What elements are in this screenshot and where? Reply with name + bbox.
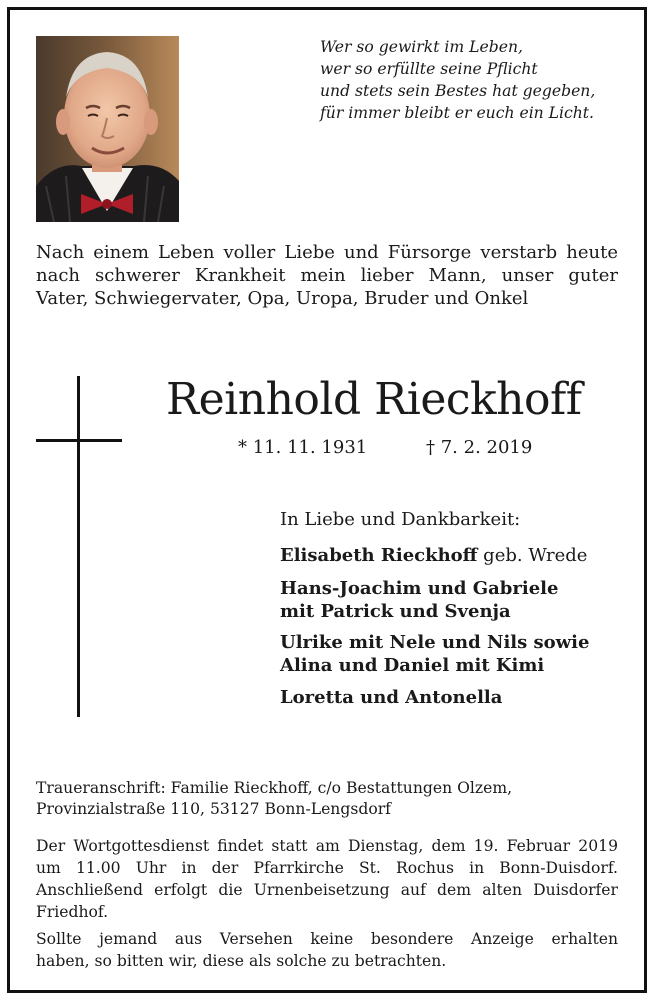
portrait-illustration — [36, 36, 179, 222]
intro-line: Nach einem Leben voller Liebe und Fürsorge verstarb heute — [36, 242, 618, 263]
death-date: † 7. 2. 2019 — [426, 437, 533, 458]
mourners-heading: In Liebe und Dankbarkeit: — [280, 509, 521, 530]
closing-note — [36, 928, 618, 972]
service-line: um 11.00 Uhr in der Pfarrkirche St. Rochus in Bonn-Duisdorf. — [36, 859, 618, 877]
service-info — [36, 835, 618, 923]
mourner-line: Loretta und Antonella — [280, 687, 503, 708]
address-line: Provinzialstraße 110, 53127 Bonn-Lengsdorf — [36, 800, 391, 818]
mourner-line: Alina und Daniel mit Kimi — [280, 655, 545, 676]
poem-line: wer so erfüllte seine Pflicht — [320, 60, 538, 78]
mourner-family — [280, 577, 558, 601]
mourner-family — [280, 686, 502, 710]
mourner-line: Hans-Joachim und Gabriele — [280, 578, 559, 599]
cross-icon-bar — [36, 439, 122, 442]
intro-line: nach schwerer Krankheit mein lieber Mann, unser guter — [36, 265, 618, 286]
mourner-line: mit Patrick und Svenja — [280, 601, 511, 622]
service-line: Friedhof. — [36, 903, 109, 921]
intro-text — [36, 241, 618, 310]
poem-line: und stets sein Bestes hat gegeben, — [320, 82, 596, 100]
address-line: Traueranschrift: Familie Rieckhoff, c/o Bestattungen Olzem, — [36, 779, 513, 797]
mourner-line: Ulrike mit Nele und Nils sowie — [280, 632, 590, 653]
mourner-wife-maiden: geb. Wrede — [477, 545, 588, 566]
mourner-wife-name: Elisabeth Rieckhoff — [280, 545, 478, 566]
intro-line: Vater, Schwiegervater, Opa, Uropa, Bruder und Onkel — [36, 288, 529, 309]
mourner-family — [280, 631, 589, 655]
poem-line: für immer bleibt er euch ein Licht. — [320, 104, 595, 122]
deceased-name: Reinhold Rieckhoff — [166, 374, 582, 425]
mourner-wife — [280, 544, 587, 568]
note-line: Sollte jemand aus Versehen keine besondere Anzeige erhalten — [36, 930, 618, 948]
poem-line: Wer so gewirkt im Leben, — [320, 38, 523, 56]
birth-date: * 11. 11. 1931 — [238, 437, 368, 458]
service-line: Anschließend erfolgt die Urnenbeisetzung auf dem alten Duisdorfer — [36, 881, 618, 899]
memorial-poem — [320, 36, 640, 124]
cross-icon — [77, 376, 80, 717]
service-line: Der Wortgottesdienst findet statt am Dienstag, dem 19. Februar 2019 — [36, 837, 618, 855]
note-line: haben, so bitten wir, diese als solche zu betrachten. — [36, 952, 447, 970]
mourner-family — [280, 654, 544, 678]
portrait-photo — [36, 36, 179, 222]
mourning-address — [36, 778, 618, 820]
mourner-family — [280, 600, 511, 624]
